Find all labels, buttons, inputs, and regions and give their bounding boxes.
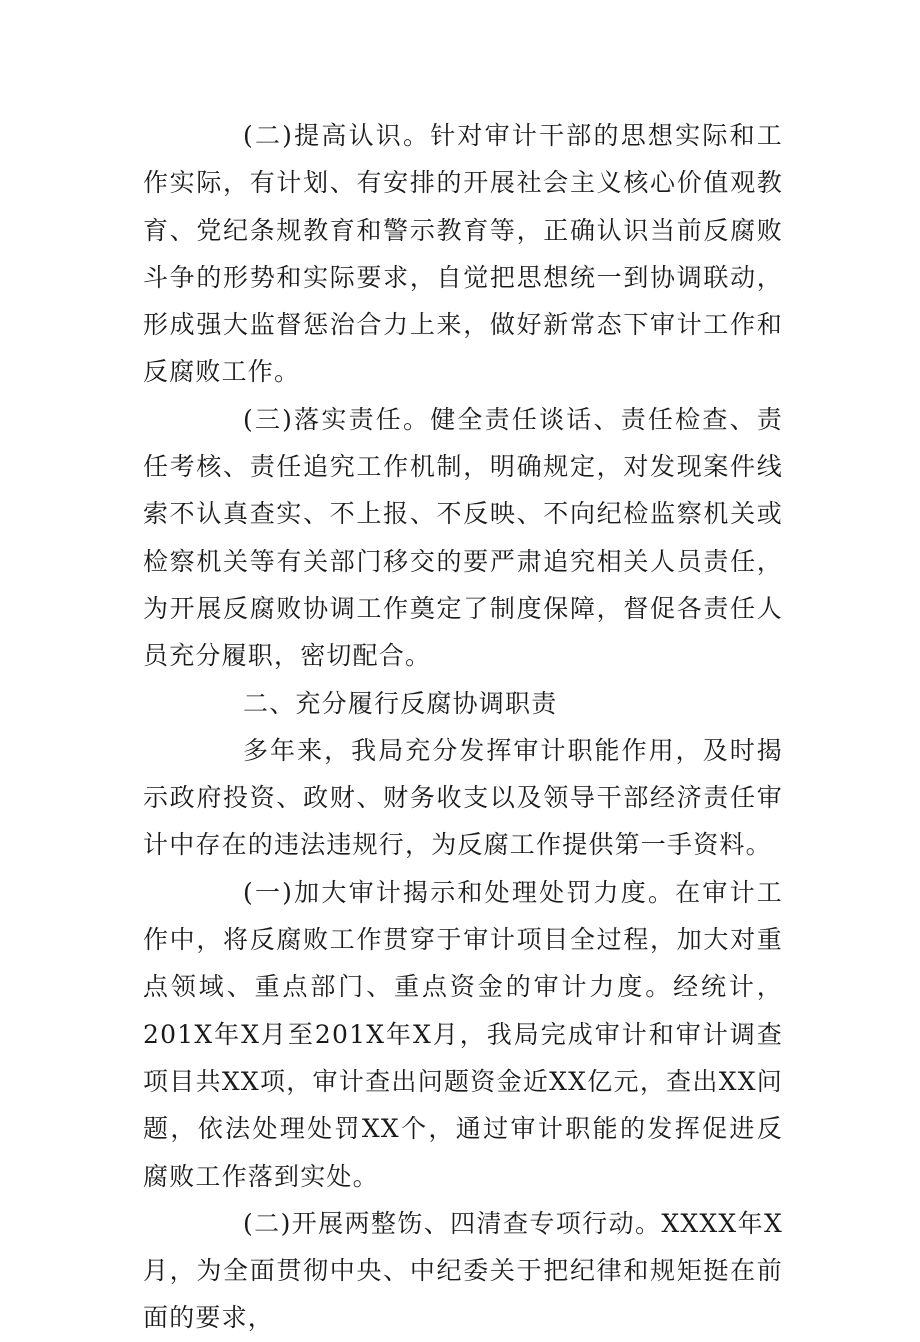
paragraph-increase-audit-disclosure: (一)加大审计揭示和处理处罚力度。在审计工作中，将反腐败工作贯穿于审计项目全过程，加大对重点领域、重点部门、重点资金的审计力度。经统计，201X年X月至201X年X月，我局完成审计和审计调查项目共XX项，审计查出问题资金近XX亿元，查出XX问题，依法处理处罚XX个，通过审计职能的发挥促进反腐败工作落到实处。: [143, 877, 783, 1191]
paragraph-implement-responsibility: (三)落实责任。健全责任谈话、责任检查、责任考核、责任追究工作机制，明确规定，对发现案件线索不认真查实、不上报、不反映、不向纪检监察机关或检察机关等有关部门移交的要严肃追究相关人员责任，为开展反腐败协调工作奠定了制度保障，督促各责任人员充分履职，密切配合。: [143, 404, 783, 671]
paragraph-audit-function: 多年来，我局充分发挥审计职能作用，及时揭示政府投资、政财、财务收支以及领导干部经济责任审计中存在的违法违规行，为反腐工作提供第一手资料。: [143, 735, 783, 860]
paragraph-raise-awareness: (二)提高认识。针对审计干部的思想实际和工作实际，有计划、有安排的开展社会主义核心价值观教育、党纪条规教育和警示教育等，正确认识当前反腐败斗争的形势和实际要求，自觉把思想统一到协调联动，形成强大监督惩治合力上来，做好新常态下审计工作和反腐败工作。: [143, 121, 783, 387]
paragraph-special-action: (二)开展两整饬、四清查专项行动。XXXX年X月，为全面贯彻中央、中纪委关于把纪律和规矩挺在前面的要求，: [143, 1208, 783, 1333]
document-body: [143, 112, 783, 1342]
section-heading-2: 二、充分履行反腐协调职责: [243, 688, 558, 718]
